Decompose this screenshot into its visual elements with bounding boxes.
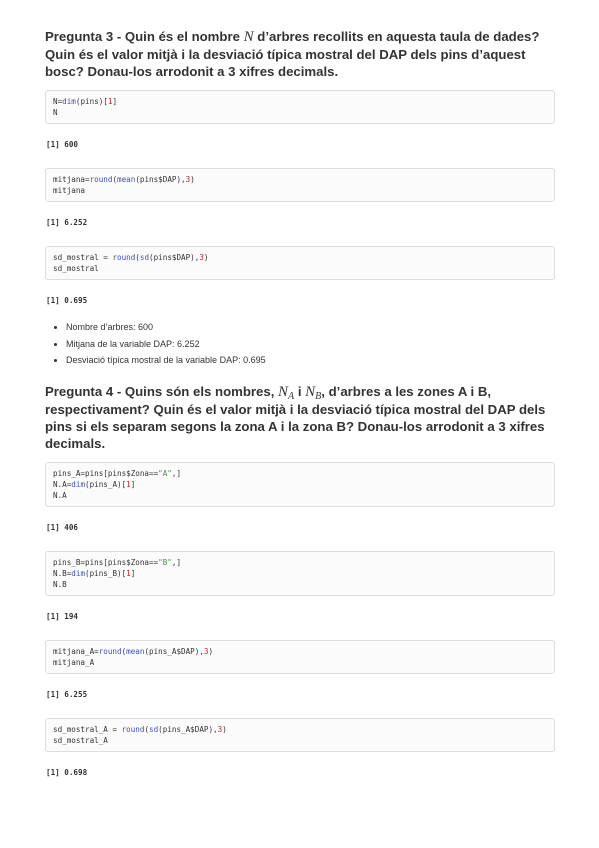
math-n-b: $N_B$	[305, 383, 322, 402]
list-item: • Mitjana de la variable DAP: 6.252	[66, 336, 555, 353]
math-n: N	[243, 29, 254, 45]
code-block: pins_B=pins[pins$Zona=="B",] N.B=dim(pins_B)[1] N.B	[45, 551, 555, 596]
list-item: • Desviació típica mostral de la variable DAP: 0.695	[66, 352, 555, 369]
code-block: N=dim(pins)[1] N	[45, 90, 555, 124]
question-4-heading: Pregunta 4 - Quins són els nombres, $N_A$ i $N_B$, d’arbres a les zones A i B, respectivament? Quin és el valor mitjà i la desviació típica mostral del DAP dels pins si els separam segons la zona A i la zona B? Donau-los arrodonit a 3 xifres decimals.	[45, 383, 546, 451]
code-block: pins_A=pins[pins$Zona=="A",] N.A=dim(pins_A)[1] N.A	[45, 462, 555, 507]
code-output: [1] 600	[46, 140, 79, 149]
question-3-heading: Pregunta 3 - Quin és el nombre N d’arbres recollits en aquesta taula de dades? Quin és el valor mitjà i la desviació típica mostral del DAP dels pins d’aquest bosc? Donau-los arrodonit a 3 xifres decimals.	[45, 29, 540, 79]
code-output: [1] 406	[46, 522, 79, 532]
code-output: [1] 194	[46, 611, 79, 621]
summary-list	[45, 319, 555, 369]
code-output: [1] 0.695	[46, 296, 88, 305]
code-output: [1] 6.255	[46, 689, 88, 699]
document-page	[45, 24, 555, 778]
code-block: mitjana_A=round(mean(pins_A$DAP),3) mitjana_A	[45, 640, 555, 674]
code-block: sd_mostral = round(sd(pins$DAP),3) sd_mostral	[45, 246, 555, 280]
code-block: sd_mostral_A = round(sd(pins_A$DAP),3) sd_mostral_A	[45, 718, 555, 752]
code-output: [1] 6.252	[46, 218, 88, 227]
code-output: [1] 0.698	[46, 767, 88, 777]
math-n-a: $N_A$	[278, 383, 295, 402]
list-item: • Nombre d’arbres: 600	[66, 319, 555, 336]
code-block: mitjana=round(mean(pins$DAP),3) mitjana	[45, 168, 555, 202]
